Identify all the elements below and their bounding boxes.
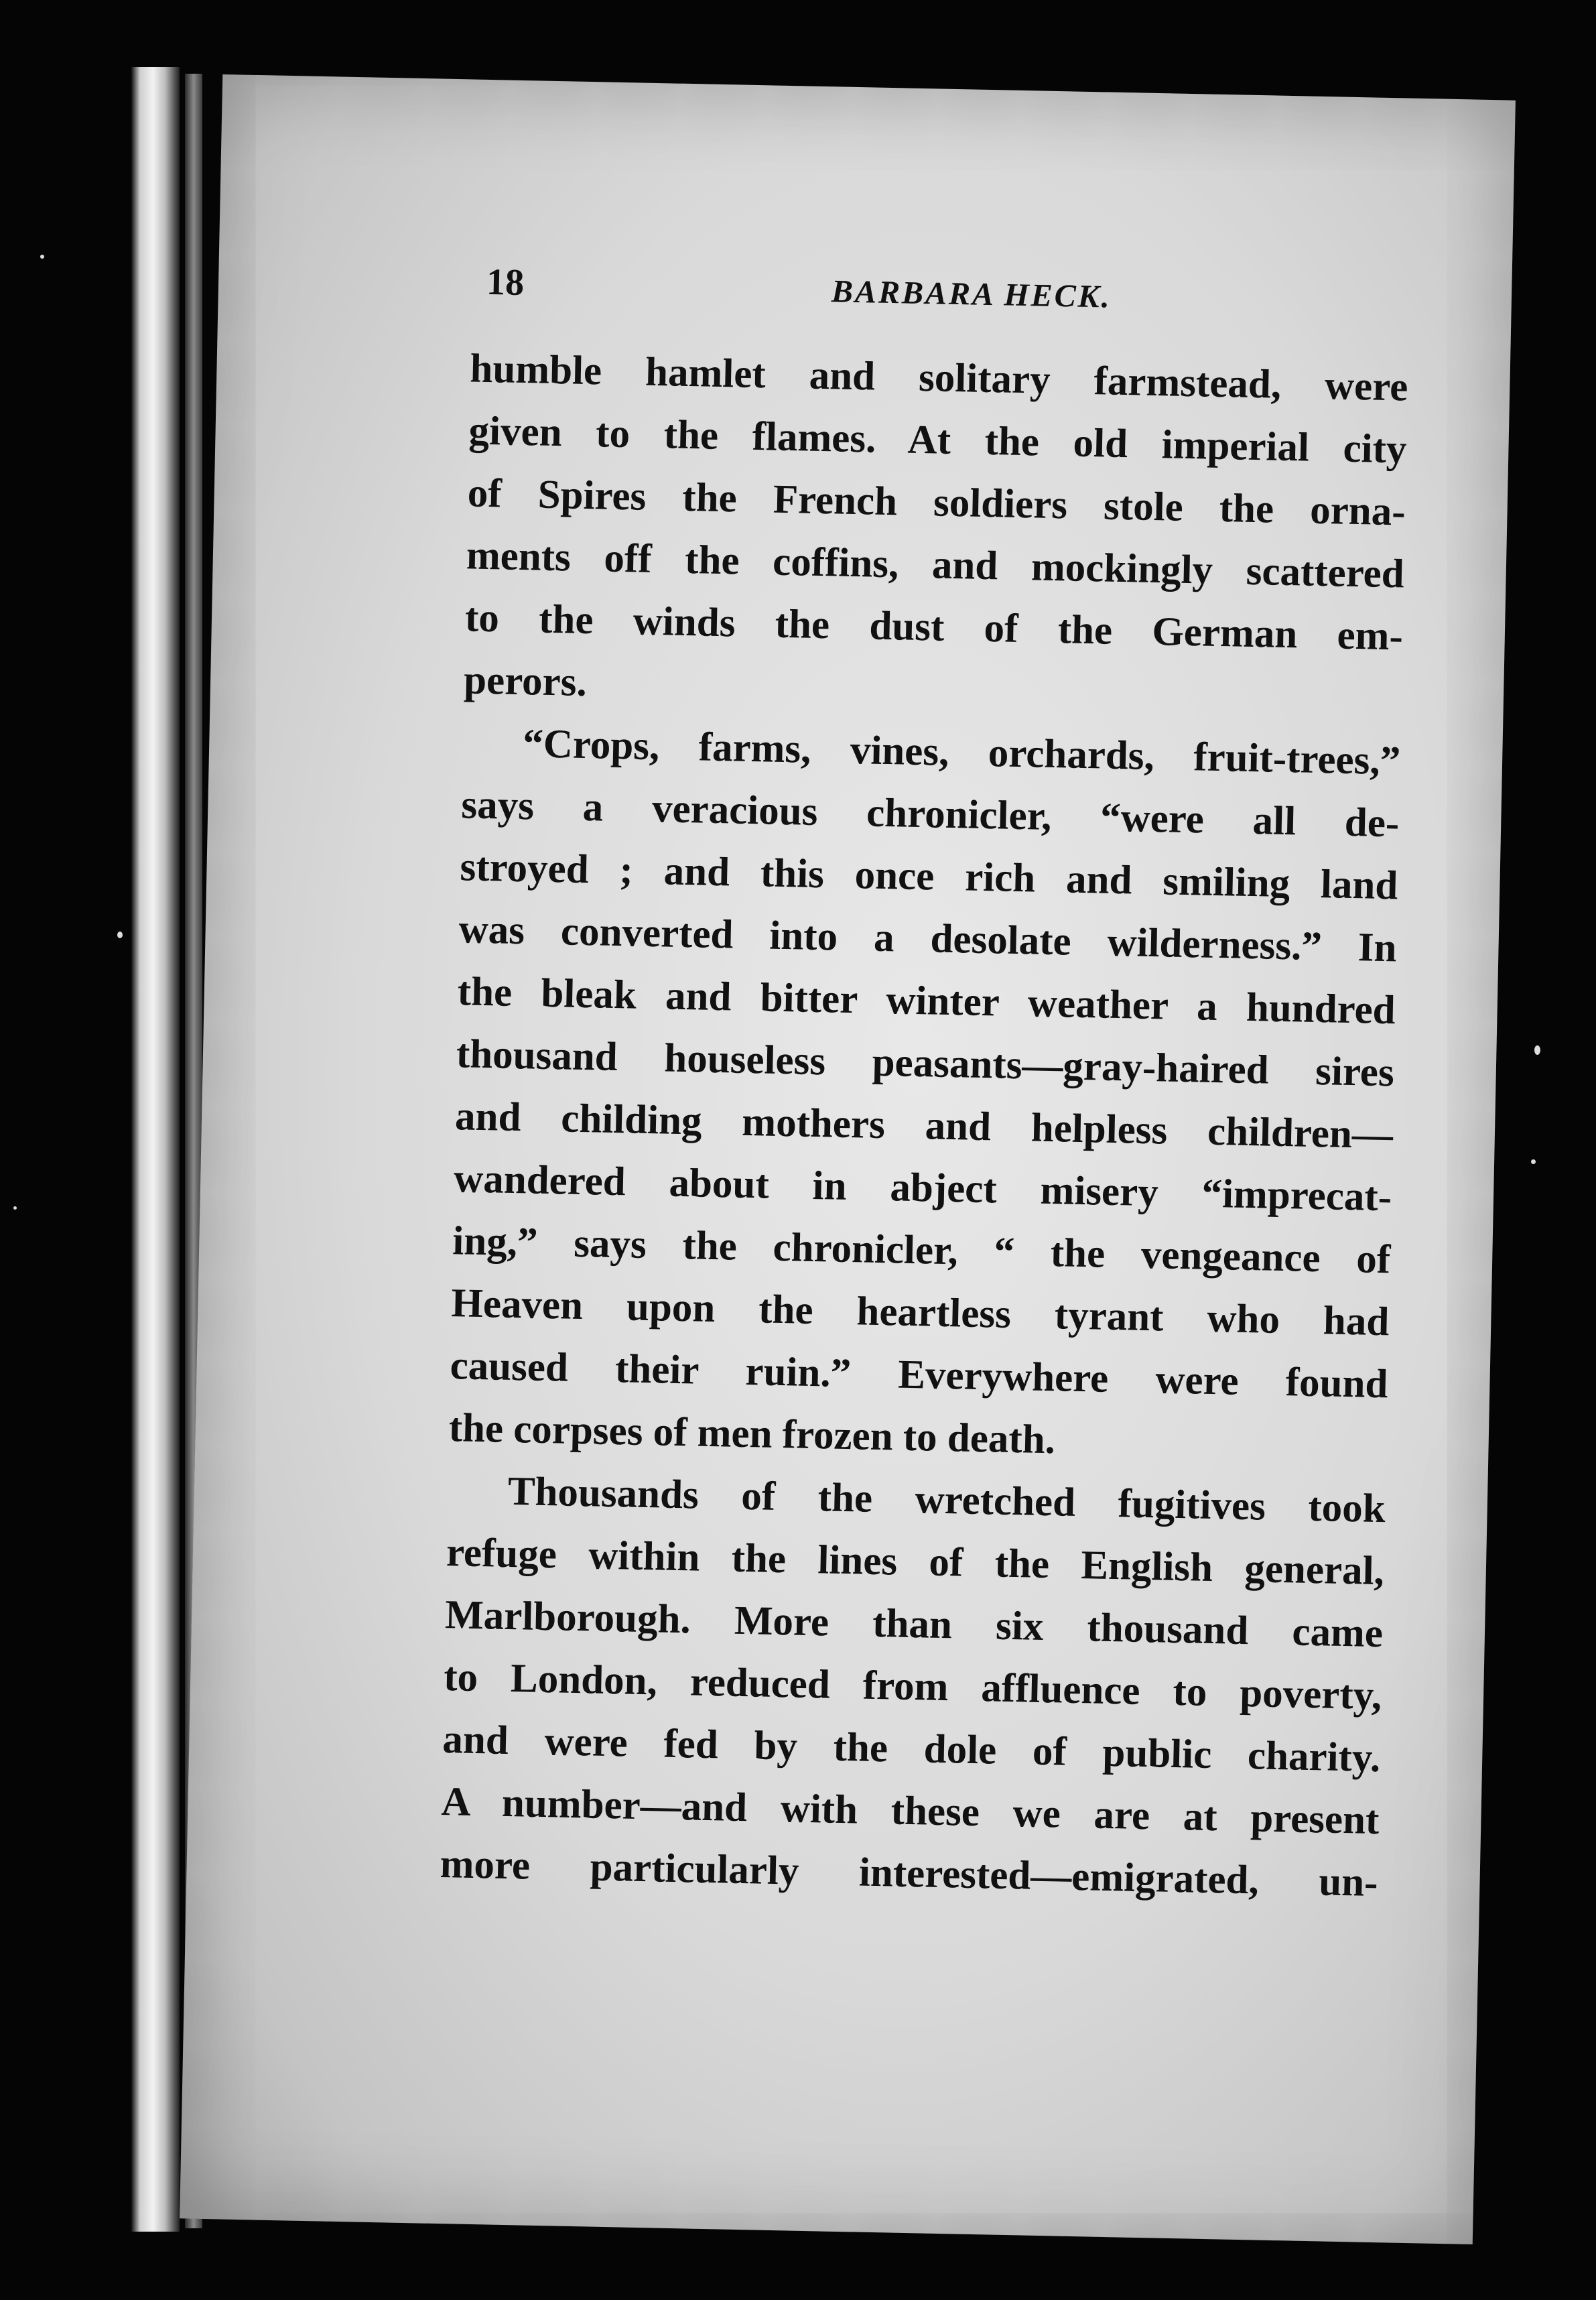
- text-line: Thousands of the wretched fugitives took: [507, 1468, 1386, 1532]
- text-line: more particularly interested—emigrated, un-: [440, 1842, 1379, 1906]
- running-title: BARBARA HECK.: [831, 273, 1112, 315]
- text-line: A number—and with these we are at present: [440, 1779, 1380, 1844]
- text-line: thousand houseless peasants—gray-haired sires: [456, 1031, 1395, 1096]
- text-line: “Crops, farms, vines, orchards, fruit-trees,”: [522, 721, 1401, 784]
- running-head: [486, 261, 1425, 340]
- text-line: and childing mothers and helpless children—: [454, 1094, 1394, 1158]
- body-text: [440, 337, 1408, 1914]
- text-line: perors.: [463, 657, 588, 706]
- scan-speck: [117, 932, 123, 938]
- text-line: refuge within the lines of the English general,: [446, 1530, 1385, 1594]
- text-line: given to the flames. At the old imperial city: [468, 408, 1408, 472]
- text-line: Heaven upon the heartless tyrant who had: [450, 1281, 1390, 1345]
- text-line: Marlborough. More than six thousand came: [444, 1592, 1384, 1657]
- scan-speck: [40, 255, 44, 259]
- paragraph: [463, 337, 1408, 730]
- text-line: caused their ruin.” Everywhere were found: [450, 1343, 1389, 1407]
- text-line: says a veracious chronicler, “were all de-: [460, 782, 1400, 846]
- text-line: was converted into a desolate wilderness.” In: [458, 907, 1398, 971]
- paragraph: [448, 711, 1401, 1478]
- text-line: humble hamlet and solitary farmstead, were: [469, 346, 1408, 410]
- book-page: [180, 74, 1516, 2244]
- scan-speck: [13, 1206, 17, 1210]
- text-line: the corpses of men frozen to death.: [448, 1405, 1056, 1463]
- page-edge-strip: [131, 67, 180, 2232]
- text-line: of Spires the French soldiers stole the orna-: [467, 470, 1406, 535]
- text-line: ing,” says the chronicler, “ the vengeance of: [452, 1218, 1391, 1283]
- text-line: the bleak and bitter winter weather a hundred: [457, 969, 1396, 1033]
- text-line: and were fed by the dole of public charity.: [442, 1717, 1381, 1781]
- text-line: to London, reduced from affluence to poverty,: [443, 1655, 1382, 1719]
- paragraph: [440, 1459, 1386, 1914]
- scan-speck: [1531, 1159, 1536, 1164]
- text-line: to the winds the dust of the German em-: [464, 595, 1404, 659]
- page-number: 18: [486, 261, 525, 304]
- text-line: stroyed ; and this once rich and smiling land: [459, 844, 1399, 909]
- text-line: ments off the coffins, and mockingly scattered: [466, 533, 1405, 597]
- scan-speck: [1534, 1045, 1540, 1055]
- text-line: wandered about in abject misery “imprecat-: [453, 1156, 1392, 1220]
